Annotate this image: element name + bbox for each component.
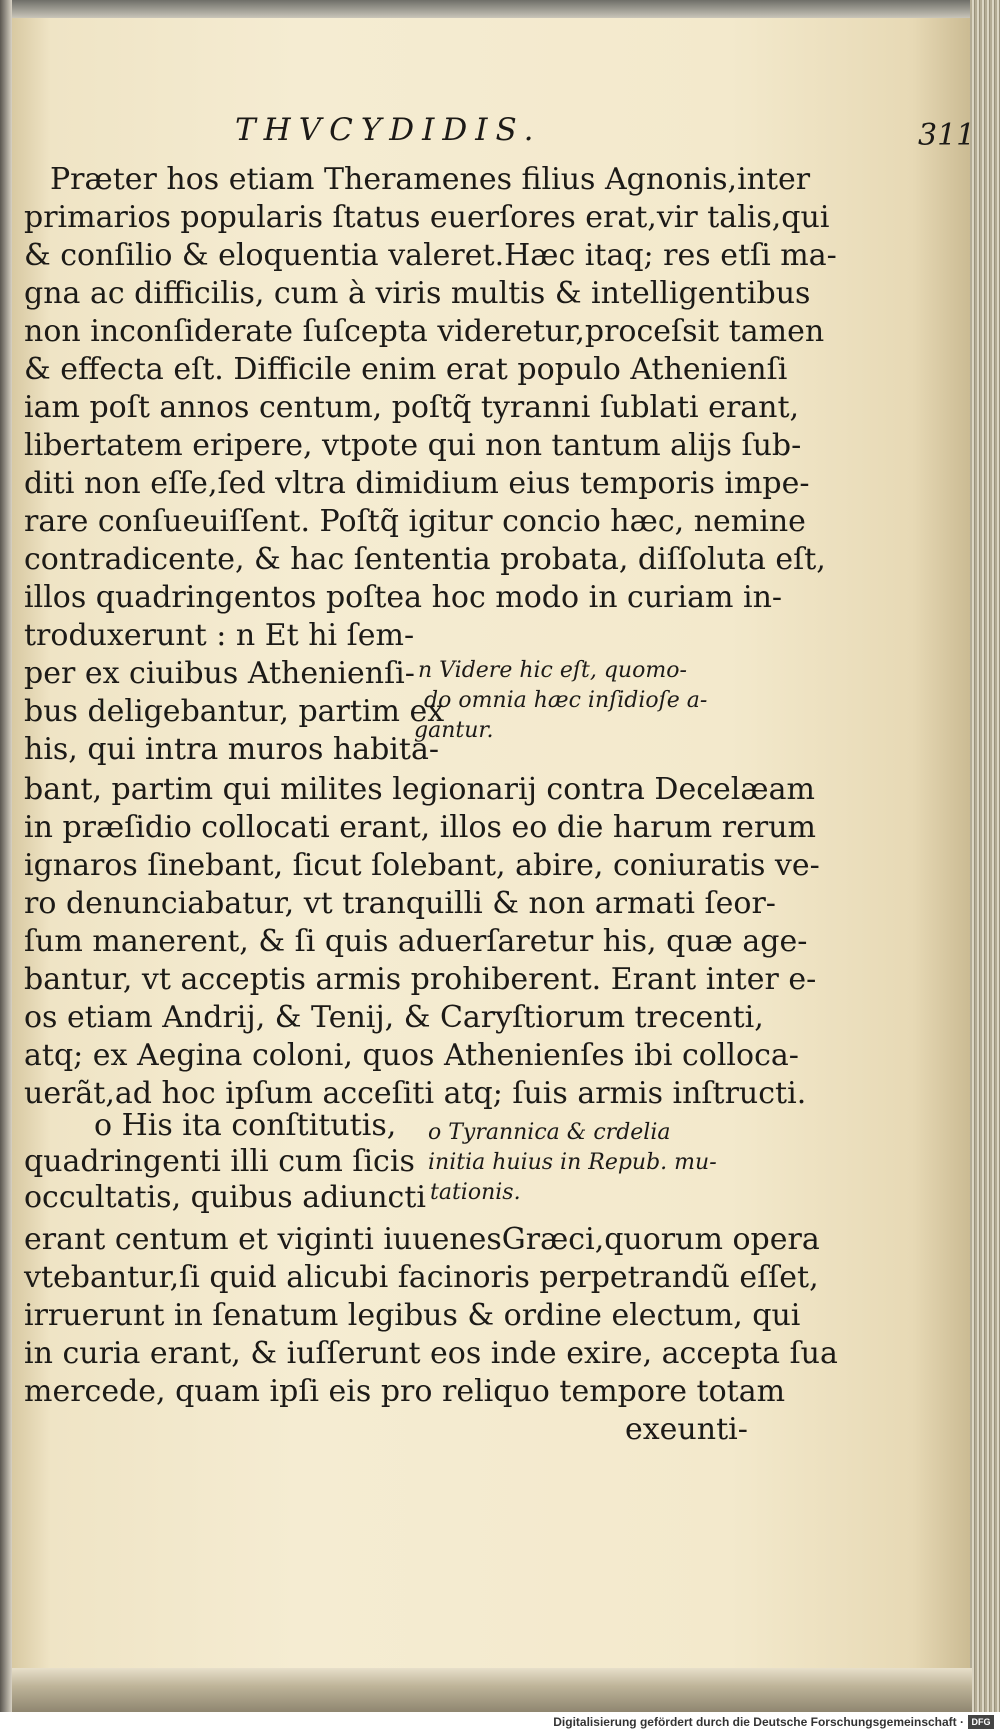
text-line: ro denunciabatur, vt tranquilli & non armati ſeor- [24,886,776,921]
text-line: troduxerunt : n Et hi ſem- [24,618,415,653]
text-line: libertatem eripere, vtpote qui non tantum alijs ſub- [24,428,802,463]
text-line: iam poſt annos centum, poſtq̃ tyranni ſublati erant, [24,390,800,425]
text-line: atq; ex Aegina coloni, quos Athenienſes ibi colloca- [24,1038,799,1073]
text-line: bant, partim qui milites legionarij contra Decelæam [24,772,815,807]
running-header: THVCYDIDIS. [235,112,542,148]
text-line: erant centum et viginti iuuenesGræci,quorum opera [24,1222,820,1257]
text-line: os etiam Andrij, & Tenij, & Caryſtiorum trecenti, [24,1000,764,1035]
text-line: o His ita conſtitutis, [94,1108,397,1143]
text-line: quadringenti illi cum ſicis [24,1144,415,1179]
text-line: irruerunt in ſenatum legibus & ordine electum, qui [24,1298,801,1333]
margin-note-o-line: tationis. [430,1180,521,1205]
text-line: ſum manerent, & ſi quis aduerſaretur his, quæ age- [24,924,808,959]
book-gutter-edge [0,0,12,1732]
margin-note-o-line: o Tyrannica & crdelia [428,1120,671,1145]
text-line: diti non eſſe,ſed vltra dimidium eius temporis impe- [24,466,810,501]
dfg-logo-icon: DFG [968,1715,994,1729]
margin-note-n-line: n Videre hic eſt, quomo- [418,658,687,683]
text-line: & conſilio & eloquentia valeret.Hæc itaq; res etſi ma- [24,238,837,273]
text-line: his, qui intra muros habita- [24,732,439,767]
text-line: occultatis, quibus adiuncti [24,1180,426,1215]
text-line: Præter hos etiam Theramenes filius Agnonis,inter [50,162,811,197]
text-line: ignaros ſinebant, ſicut ſolebant, abire, coniuratis ve- [24,848,820,883]
text-line: rare conſueuiſſent. Poſtq̃ igitur concio hæc, nemine [24,504,806,539]
book-top-edge [0,0,1000,18]
page-bottom-edge [12,1668,972,1712]
footer-credit: Digitalisierung gefördert durch die Deutsche Forschungsgemeinschaft · [553,1715,964,1729]
text-line: contradicente, & hac ſententia probata, diſſoluta eſt, [24,542,826,577]
margin-note-o-line: initia huius in Repub. mu- [428,1150,717,1175]
text-line: vtebantur,ſi quid alicubi facinoris perpetrandũ eſſet, [24,1260,819,1295]
catchword: exeunti- [625,1412,748,1447]
page-number: 311 [918,118,976,153]
text-line: non inconſiderate ſuſcepta videretur,proceſsit tamen [24,314,825,349]
text-line: gna ac difficilis, cum à viris multis & intelligentibus [24,276,811,311]
text-line: bus deligebantur, partim ex [24,694,445,729]
page-stack-edge [970,0,1000,1712]
text-line: in præſidio collocati erant, illos eo die harum rerum [24,810,816,845]
margin-note-n-line: do omnia hæc inſidioſe a- [424,688,708,713]
margin-note-n-line: gantur. [414,718,494,743]
text-line: bantur, vt acceptis armis prohiberent. Erant inter e- [24,962,817,997]
text-line: per ex ciuibus Athenienſi- [24,656,415,691]
digitization-footer [0,1712,1000,1732]
text-line: mercede, quam ipſi eis pro reliquo tempore totam [24,1374,786,1409]
text-line: illos quadringentos poſtea hoc modo in curiam in- [24,580,783,615]
text-line: in curia erant, & iuſſerunt eos inde exire, accepta ſua [24,1336,838,1371]
text-line: primarios popularis ſtatus euerſores erat,vir talis,qui [24,200,830,235]
text-line: & effecta eſt. Difficile enim erat populo Athenienſi [24,352,788,387]
text-line: uerãt,ad hoc ipſum acceſiti atq; ſuis armis inſtructi. [24,1076,807,1111]
